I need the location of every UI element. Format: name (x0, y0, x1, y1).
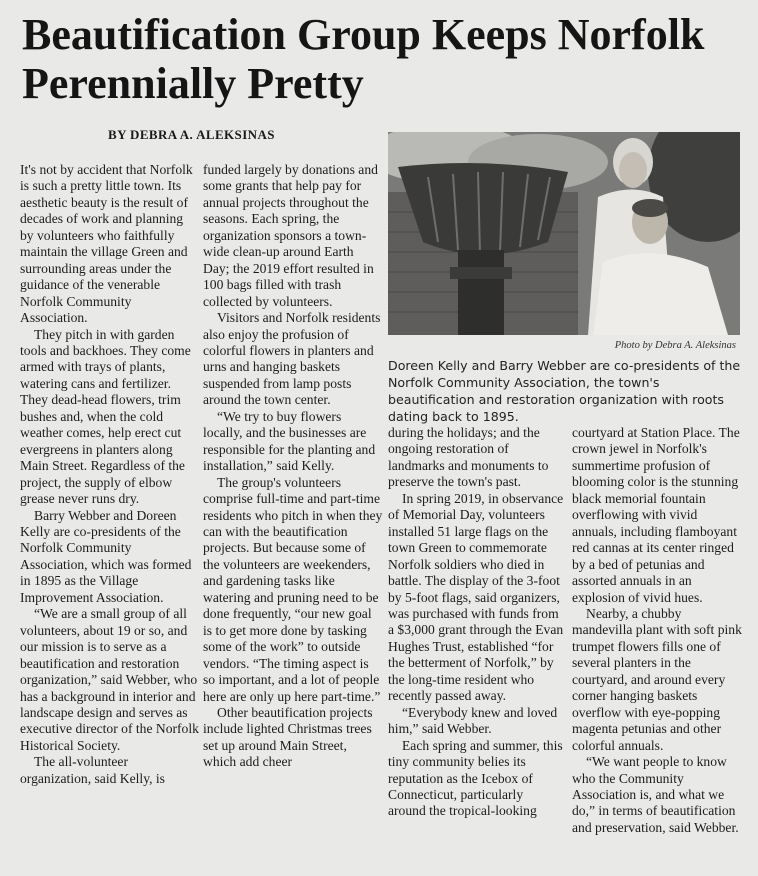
paragraph: It's not by accident that Norfolk is such a pretty little town. Its aesthetic beauty is the result of decades of work and planning by volunteers who faithfully maintain the village Green and surrounding areas under the guidance of the venerable Norfolk Community Association. (20, 162, 193, 326)
byline: BY DEBRA A. ALEKSINAS (108, 127, 275, 142)
article-column-3 (388, 425, 564, 820)
photo-illustration (388, 132, 740, 335)
photo-credit: Photo by Debra A. Aleksinas (614, 340, 736, 351)
article-column-4 (572, 425, 742, 836)
paragraph: The group's volunteers comprise full-time and part-time residents who pitch in when they can with the beautification projects. But because some of the volunteers are weekenders, and gardening tasks like watering and pruning need to be done frequently, “our new goal is to get more done by tasking some of the work” to outside vendors. “The timing aspect is so important, and a lot of people here are only up here part-time.” (203, 474, 383, 704)
article-photo (388, 132, 740, 335)
paragraph: Nearby, a chubby mandevilla plant with soft pink trumpet flowers fills one of several planters in the courtyard, and around every corner hanging baskets overflow with eye-popping magenta petunias and other colorful annuals. (572, 605, 742, 753)
paragraph: Visitors and Norfolk residents also enjoy the profusion of colorful flowers in planters and urns and hanging baskets suspended from lamp posts around the town center. (203, 310, 381, 408)
paragraph: “We try to buy flowers locally, and the businesses are responsible for the planting and installation,” said Kelly. (203, 408, 376, 474)
article-column-1 (20, 162, 200, 787)
paragraph: In spring 2019, in observance of Memorial Day, volunteers installed 51 large flags on the town Green to commemorate Norfolk soldiers who died in battle. The display of the 3-foot by 5-foot flags, said organizers, was purchased with funds from a $3,000 grant through the Evan Hughes Trust, established “for the betterment of Norfolk,” by the long-time resident who recently passed away. (388, 490, 564, 704)
paragraph: “We want people to know who the Community Association is, and what we do,” in terms of beautification and preservation, said Webber. (572, 754, 739, 835)
paragraph: The all-volunteer organization, said Kelly, is (20, 754, 165, 786)
paragraph: during the holidays; and the ongoing restoration of landmarks and monuments to preserve the town's past. (388, 425, 549, 490)
paragraph: courtyard at Station Place. The crown jewel in Norfolk's summertime profusion of blooming color is the stunning black memorial fountain overflowing with vivid annuals, including flamboyant red cannas at its center ringed by a bed of petunias and assorted annuals in an explosion of vivid hues. (572, 425, 740, 605)
paragraph: Other beautification projects include lighted Christmas trees set up around Main Street, which add cheer (203, 704, 373, 770)
paragraph: “Everybody knew and loved him,” said Webber. (388, 704, 558, 737)
paragraph: funded largely by donations and some grants that help pay for annual projects throughout the seasons. Each spring, the organization sponsors a town-wide clean-up around Earth Day; the 2019 effort resulted in 100 bags filled with trash collected by volunteers. (203, 162, 378, 309)
paragraph: “We are a small group of all volunteers, about 19 or so, and our mission is to serve as a beautification and restoration organization,” said Webber, who has a background in interior and landscape design and serves as executive director of the Norfolk Historical Society. (20, 606, 199, 753)
paragraph: Barry Webber and Doreen Kelly are co-presidents of the Norfolk Community Association, which was formed in 1895 as the Village Improvement Association. (20, 507, 192, 605)
paragraph: They pitch in with garden tools and backhoes. They come armed with trays of plants, watering cans and fertilizer. They dead-head flowers, trim bushes and, when the cold weather comes, help erect cut evergreens in planters along Main Street. Regardless of the project, the supply of elbow grease never runs dry. (20, 326, 191, 507)
headline: Beautification Group Keeps Norfolk Perennially Pretty (22, 10, 705, 108)
article-column-2 (203, 162, 383, 771)
paragraph: Each spring and summer, this tiny community belies its reputation as the Icebox of Connecticut, particularly around the tropical-looking (388, 737, 563, 819)
photo-caption: Doreen Kelly and Barry Webber are co-presidents of the Norfolk Community Association, the town's beautification and restoration organization with roots dating back to 1895. (388, 358, 741, 424)
